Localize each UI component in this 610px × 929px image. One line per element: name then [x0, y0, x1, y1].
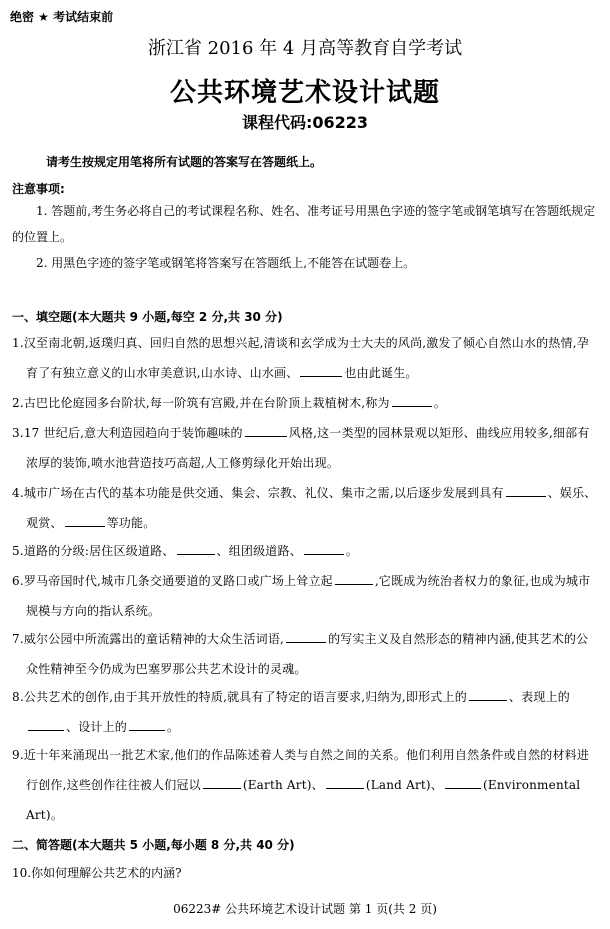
exam-title: 浙江省 2016 年 4 月高等教育自学考试	[147, 38, 463, 59]
answer-blank	[445, 776, 481, 789]
question-10: 10.你如何理解公共艺术的内涵?	[12, 866, 182, 880]
question-text: 。	[433, 396, 446, 410]
answer-blank	[304, 542, 344, 555]
question-text: 3.17 世纪后,意大利造园趋向于装饰趣味的	[12, 426, 243, 440]
secret-mark: 绝密 ★ 考试结束前	[10, 10, 114, 24]
question-4	[12, 478, 598, 538]
question-2	[12, 388, 598, 418]
question-text: 4.城市广场在古代的基本功能是供交通、集会、宗教、礼仪、集市之需,以后逐步发展到具有	[12, 486, 504, 500]
question-9	[12, 740, 598, 830]
question-text: 2.古巴比伦庭园多台阶状,每一阶筑有宫殿,并在台阶顶上栽植树木,称为	[12, 396, 390, 410]
answer-blank	[335, 572, 373, 585]
question-5	[12, 536, 598, 566]
question-text: 5.道路的分级:居住区级道路、	[12, 544, 175, 558]
question-text: 。	[167, 720, 180, 734]
answer-blank	[506, 484, 546, 497]
question-text: 7.威尔公园中所流露出的童话精神的大众生活词语,	[12, 632, 285, 646]
answer-blank	[65, 514, 105, 527]
section-title: 二、简答题(本大题共 5 小题,每小题 8 分,共 40 分)	[12, 838, 295, 852]
question-text: 、娱乐、观赏、	[26, 486, 597, 530]
answer-blank	[129, 718, 165, 731]
notice-item: 2. 用黑色字迹的签字笔或钢笔将答案写在答题纸上,不能答在试题卷上。	[36, 256, 416, 270]
question-text: 、设计上的	[66, 720, 128, 734]
question-text: ,它既成为统治者权力的象征,也成为城市规模与方向的指认系统。	[26, 574, 591, 618]
paper-title: 公共环境艺术设计试题	[169, 78, 440, 108]
question-text: 1.汉至南北朝,返璞归真、回归自然的思想兴起,清谈和玄学成为士大夫的风尚,激发了倾心自然山水的热情,孕育了有独立意义的山水审美意识,山水诗、山水画、	[12, 336, 589, 380]
course-code: 课程代码:06223	[241, 113, 369, 132]
notice-title: 注意事项:	[12, 182, 65, 196]
page-footer: 06223# 公共环境艺术设计试题 第 1 页(共 2 页)	[173, 902, 437, 916]
answer-blank	[203, 776, 241, 789]
section-title: 一、填空题(本大题共 9 小题,每空 2 分,共 30 分)	[12, 310, 283, 324]
question-text: 8.公共艺术的创作,由于其开放性的特质,就具有了特定的语言要求,归纳为,即形式上的	[12, 690, 467, 704]
question-text: 9.近十年来涌现出一批艺术家,他们的作品陈述着人类与自然之间的关系。他们利用自然条件或自然的材料进行创作,这些创作往往被人们冠以	[12, 748, 590, 792]
question-text: 。	[345, 544, 359, 558]
instructions: 请考生按规定用笔将所有试题的答案写在答题纸上。	[46, 155, 323, 169]
answer-blank	[392, 394, 432, 407]
answer-blank	[286, 630, 326, 643]
question-text: 等功能。	[106, 516, 156, 530]
question-text: 的写实主义及自然形态的精神内涵,使其艺术的公众性精神至今仍成为巴塞罗那公共艺术设计的灵魂。	[26, 632, 589, 676]
answer-blank	[300, 364, 342, 377]
question-text: 风格,这一类型的园林景观以矩形、曲线应用较多,细部有浓厚的装饰,喷水池营造技巧高超,人工修剪绿化开始出现。	[26, 426, 590, 470]
question-7	[12, 624, 598, 684]
question-8	[12, 682, 598, 742]
answer-blank	[469, 688, 507, 701]
question-text: 、组团级道路、	[216, 544, 302, 558]
question-text: (Land Art)、	[365, 778, 443, 792]
question-1	[12, 328, 598, 388]
question-text: (Earth Art)、	[242, 778, 324, 792]
question-text: (Environmental Art)。	[26, 778, 581, 822]
question-3	[12, 418, 598, 478]
notice-item: 1. 答题前,考生务必将自己的考试课程名称、姓名、准考证号用黑色字迹的签字笔或钢笔填写在答题纸规定的位置上。	[12, 204, 596, 244]
question-text: 也由此诞生。	[344, 366, 418, 380]
answer-blank	[245, 424, 287, 437]
answer-blank	[326, 776, 364, 789]
answer-blank	[177, 542, 215, 555]
question-text: 、表现上的	[508, 690, 570, 704]
question-6	[12, 566, 598, 626]
answer-blank	[28, 718, 64, 731]
question-text: 6.罗马帝国时代,城市几条交通要道的叉路口或广场上耸立起	[12, 574, 333, 588]
